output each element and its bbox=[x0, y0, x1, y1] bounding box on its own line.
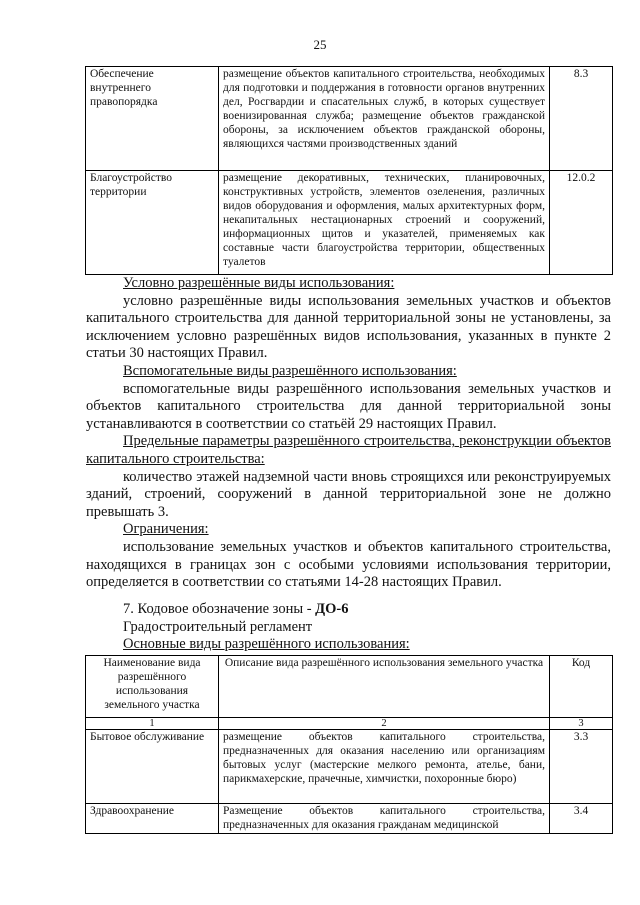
column-number: 1 bbox=[86, 718, 219, 730]
table-row bbox=[86, 171, 613, 275]
permitted-uses-table-continued bbox=[85, 66, 613, 275]
table-header-row bbox=[86, 656, 613, 718]
use-name-cell: Благоустройство территории bbox=[86, 171, 219, 275]
column-number: 2 bbox=[219, 718, 550, 730]
use-code-cell: 12.0.2 bbox=[550, 171, 613, 275]
table-row bbox=[86, 67, 613, 171]
use-description-cell: Размещение объектов капитального строительства, предназначенных для оказания гражданам медицинской bbox=[219, 804, 550, 834]
table-row bbox=[86, 804, 613, 834]
zone-do6-section bbox=[86, 601, 611, 654]
auxiliary-uses-heading: Вспомогательные виды разрешённого использования: bbox=[123, 362, 457, 379]
use-description-cell: размещение объектов капитального строительства, предназначенных для оказания населению или организациям бытовых услуг (мастерские мелкого ремонта, ателье, бани, парикмахерские, прачечные, химчистки, похоронные бюро) bbox=[219, 730, 550, 804]
table-row bbox=[86, 730, 613, 804]
use-code-cell: 8.3 bbox=[550, 67, 613, 171]
zone-code-prefix: 7. Кодовое обозначение зоны - bbox=[123, 601, 316, 617]
use-description-cell: размещение декоративных, технических, планировочных, конструктивных устройств, элементов озеленения, различных видов оборудования и оформления, малых архитектурных форм, некапитальных нестационарных строений и сооружений, информационных щитов и указателей, применяемых как составные части благоустройства территории, общественных туалетов bbox=[219, 171, 550, 275]
limit-parameters-heading: Предельные параметры разрешённого строительства, реконструкции объектов капитального строительства: bbox=[86, 433, 611, 467]
use-description-cell: размещение объектов капитального строительства, необходимых для подготовки и поддержания в готовности органов внутренних дел, Росгвардии и спасательных служб, в которых существует военизированная служба; размещение объектов гражданской обороны, за исключением объектов гражданской обороны, являющихся частями производственных зданий bbox=[219, 67, 550, 171]
header-code: Код bbox=[550, 656, 613, 718]
conditional-uses-text: условно разрешённые виды использования земельных участков и объектов капитального строительства для данной территориальной зоны не установлены, за исключением условно разрешённых видов использования, указанных в пункте 2 статьи 30 настоящих Правил. bbox=[86, 292, 611, 362]
header-name: Наименование вида разрешённого использования земельного участка bbox=[86, 656, 219, 718]
auxiliary-uses-text: вспомогательные виды разрешённого использования земельных участков и объектов капитального строительства для данной территориальной зоны устанавливаются в соответствии со статьёй 29 настоящих Правил. bbox=[86, 380, 611, 432]
use-name-cell: Бытовое обслуживание bbox=[86, 730, 219, 804]
regulation-heading: Градостроительный регламент bbox=[123, 618, 313, 635]
use-name-cell: Обеспечение внутреннего правопорядка bbox=[86, 67, 219, 171]
page-number: 25 bbox=[313, 37, 327, 52]
use-code-cell: 3.4 bbox=[550, 804, 613, 834]
use-name-cell: Здравоохранение bbox=[86, 804, 219, 834]
column-number: 3 bbox=[550, 718, 613, 730]
restrictions-text: использование земельных участков и объектов капитального строительства, находящихся в границах зон с особыми условиями использования территории, определяется в соответствии со статьями 14-28 настоящих Правил. bbox=[86, 538, 611, 591]
conditional-uses-heading: Условно разрешённые виды использования: bbox=[123, 275, 395, 291]
zone-code-heading bbox=[86, 601, 611, 619]
main-uses-heading: Основные виды разрешённого использования: bbox=[123, 636, 410, 653]
restrictions-heading: Ограничения: bbox=[123, 521, 209, 538]
limit-parameters-text: количество этажей надземной части вновь строящихся или реконструируемых зданий, строений, сооружений в данной территориальной зоне не должно превышать 3. bbox=[86, 468, 611, 520]
use-code-cell: 3.3 bbox=[550, 730, 613, 804]
zone-rules-section bbox=[86, 275, 611, 592]
main-uses-table bbox=[85, 655, 613, 834]
column-number-row bbox=[86, 718, 613, 730]
zone-code: ДО-6 bbox=[315, 601, 349, 617]
header-description: Описание вида разрешённого использования земельного участка bbox=[219, 656, 550, 718]
